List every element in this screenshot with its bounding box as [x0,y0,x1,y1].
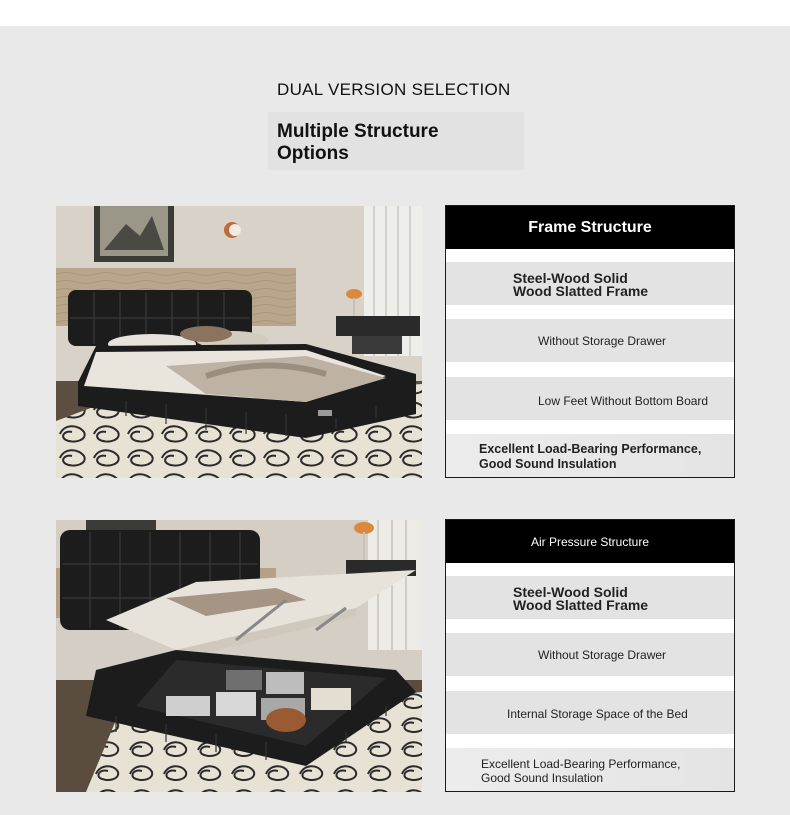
spec-line: Steel-Wood Solid [513,270,628,286]
spec-row [446,262,734,305]
spec-line: Without Storage Drawer [538,648,667,662]
air-pressure-structure-card [445,519,735,792]
spec-line: Without Storage Drawer [538,334,667,348]
section-eyebrow: DUAL VERSION SELECTION [277,80,511,99]
card-header [446,206,734,249]
spec-row [446,377,734,420]
spec-line: Excellent Load-Bearing Performance, [481,757,681,771]
spec-line: Excellent Load-Bearing Performance, [479,442,702,456]
spec-row [446,633,734,676]
spec-row [446,319,734,362]
spec-row [446,434,734,477]
storage-bed-photo [56,520,422,792]
spec-line: Wood Slatted Frame [513,283,649,299]
spec-line: Good Sound Insulation [481,771,604,785]
headline-line-1: Multiple Structure [277,121,439,142]
spec-line: Wood Slatted Frame [513,597,649,613]
spec-row [446,748,734,791]
frame-structure-card [445,205,735,478]
spec-line: Low Feet Without Bottom Board [538,394,709,408]
spec-line: Good Sound Insulation [479,457,617,471]
card-header [446,520,734,563]
section-headline [268,112,524,170]
spec-line: Internal Storage Space of the Bed [507,707,688,721]
frame-bed-photo [56,206,422,478]
card-title: Air Pressure Structure [530,534,650,549]
headline-line-2: Options [277,143,349,164]
card-title: Frame Structure [528,218,652,236]
spec-row [446,576,734,619]
spec-line: Steel-Wood Solid [513,584,628,600]
spec-row [446,691,734,734]
